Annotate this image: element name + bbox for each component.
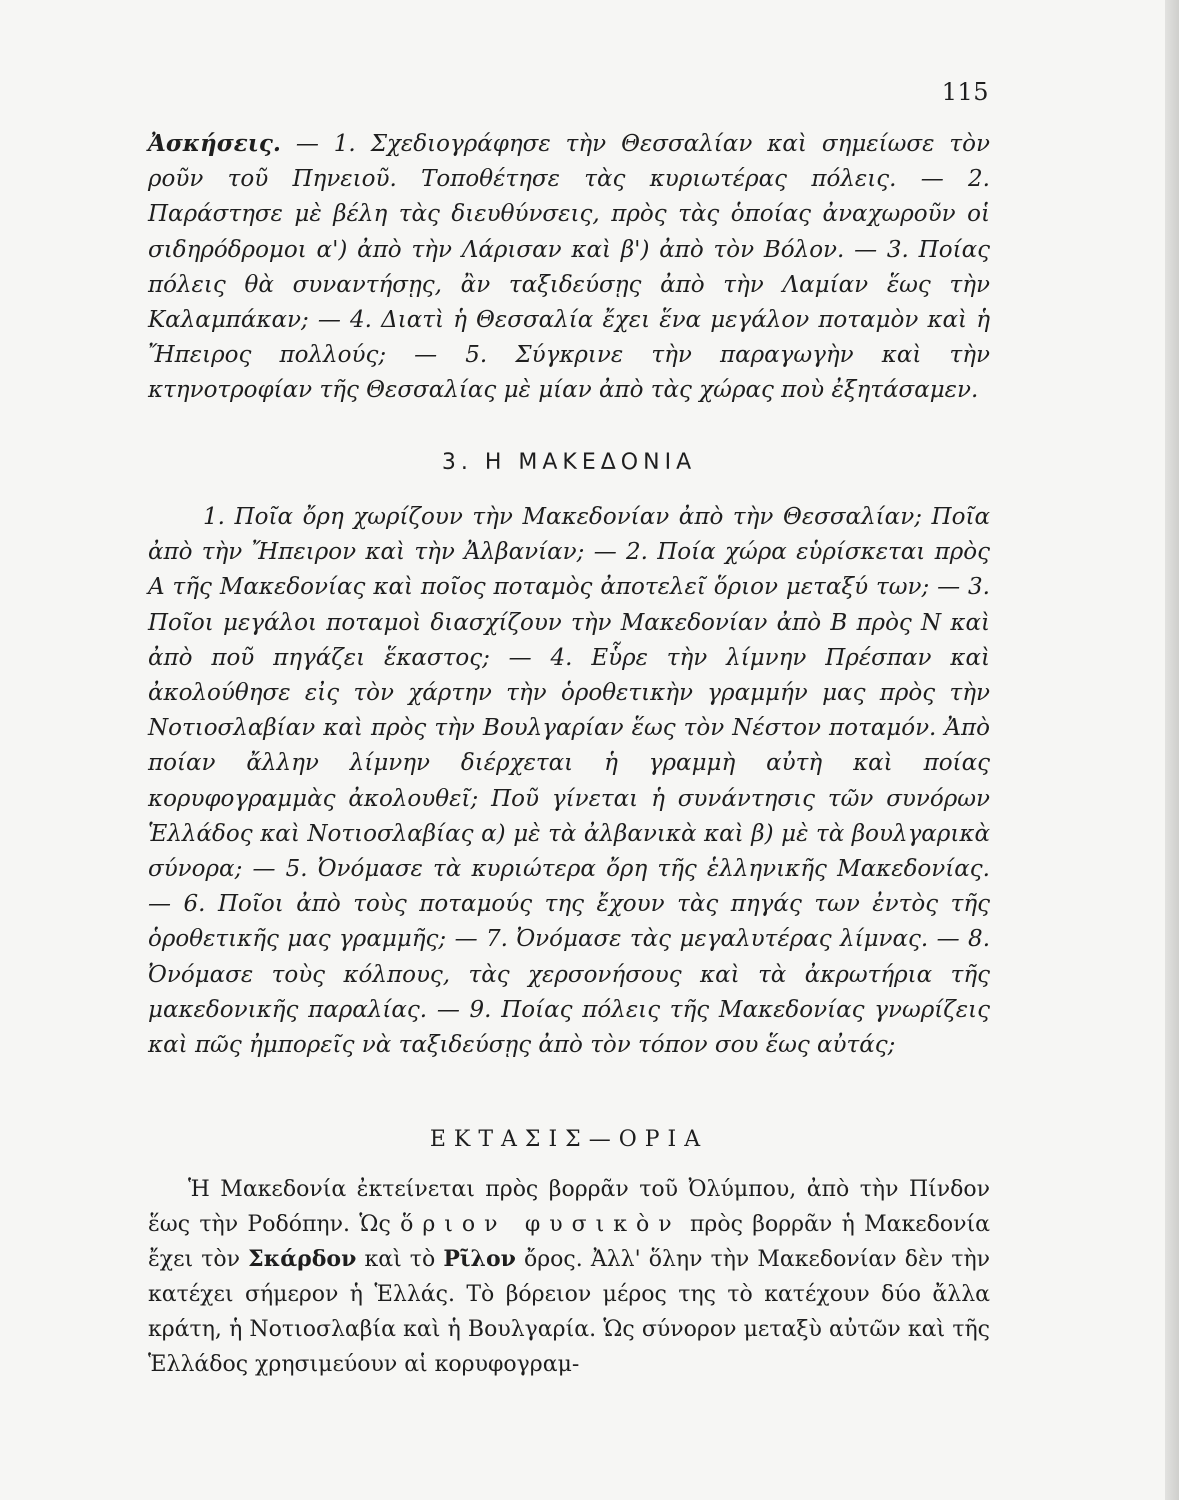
body-paragraph	[148, 1172, 990, 1382]
body-spaced-term: ὅριον φυσικὸν	[400, 1212, 681, 1237]
exercises-paragraph	[148, 126, 990, 409]
exercises-text: — 1. Σχεδιογράφησε τὴν Θεσσαλίαν καὶ σημείωσε τὸν ροῦν τοῦ Πηνειοῦ. Τοποθέτησε τὰς κυριωτέρας πόλεις. — 2. Παράστησε μὲ βέλη τὰς διευθύνσεις, πρὸς τὰς ὁποίας ἀναχωροῦν οἱ σιδηρόδρομοι α') ἀπὸ τὴν Λάρισαν καὶ β') ἀπὸ τὸν Βόλον. — 3. Ποίας πόλεις θὰ συναντήσῃς, ἂν ταξιδεύσῃς ἀπὸ τὴν Λαμίαν ἕως τὴν Καλαμπάκαν; — 4. Διατὶ ἡ Θεσσαλία ἔχει ἕνα μεγάλον ποταμὸν καὶ ἡ Ἤπειρος πολλούς; — 5. Σύγκρινε τὴν παραγωγὴν καὶ τὴν κτηνοτροφίαν τῆς Θεσσαλίας μὲ μίαν ἀπὸ τὰς χώρας ποὺ ἐξητάσαμεν.	[148, 131, 990, 404]
questions-paragraph	[148, 500, 990, 1063]
body-part3: καὶ τὸ	[356, 1247, 444, 1272]
body-part4: ὄρος. Ἀλλ' ὅλην τὴν Μακεδονίαν δὲν τὴν κατέχει σήμερον ἡ Ἑλλάς. Τὸ βόρειον μέρος της τὸ κατέχουν δύο ἄλλα κράτη, ἡ Νοτιοσλαβία καὶ ἡ Βουλγαρία. Ὡς σύνορον μεταξὺ αὐτῶν καὶ τῆς Ἑλλάδος χρησιμεύουν αἱ κορυφογραμ-	[148, 1247, 991, 1377]
body-part2: πρὸς βορρᾶν ἡ Μακεδονία ἔχει τὸν	[148, 1212, 990, 1272]
page-edge-shadow	[1165, 0, 1179, 1500]
body-part1: Ἡ Μακεδονία ἐκτείνεται πρὸς βορρᾶν τοῦ Ὀλύμπου, ἀπὸ τὴν Πίνδον ἕως τὴν Ροδόπην. Ὡς	[148, 1177, 990, 1237]
page-number: 115	[941, 78, 989, 106]
body-bold-skardos: Σκάρδον	[248, 1246, 357, 1272]
questions-text: 1. Ποῖα ὄρη χωρίζουν τὴν Μακεδονίαν ἀπὸ τὴν Θεσσαλίαν; Ποῖα ἀπὸ τὴν Ἤπειρον καὶ τὴν Ἀλβανίαν; — 2. Ποία χώρα εὑρίσκεται πρὸς Α τῆς Μακεδονίας καὶ ποῖος ποταμὸς ἀποτελεῖ ὅριον μεταξύ των; — 3. Ποῖοι μεγάλοι ποταμοὶ διασχίζουν τὴν Μακεδονίαν ἀπὸ Β πρὸς Ν καὶ ἀπὸ ποῦ πηγάζει ἕκαστος; — 4. Εὗρε τὴν λίμνην Πρέσπαν καὶ ἀκολούθησε εἰς τὸν χάρτην τὴν ὁροθετικὴν γραμμήν μας πρὸς τὴν Νοτιοσλαβίαν καὶ πρὸς τὴν Βουλγαρίαν ἕως τὸν Νέστον ποταμόν. Ἀπὸ ποίαν ἄλλην λίμνην διέρχεται ἡ γραμμὴ αὐτὴ καὶ ποίας κορυφογραμμὰς ἀκολουθεῖ; Ποῦ γίνεται ἡ συνάντησις τῶν συνόρων Ἑλλάδος καὶ Νοτιοσλαβίας α) μὲ τὰ ἀλβανικὰ καὶ β) μὲ τὰ βουλγαρικὰ σύνορα; — 5. Ὀνόμασε τὰ κυριώτερα ὄρη τῆς ἑλληνικῆς Μακεδονίας. — 6. Ποῖοι ἀπὸ τοὺς ποταμούς της ἔχουν τὰς πηγάς των ἐντὸς τῆς ὁροθετικῆς μας γραμμῆς; — 7. Ὀνόμασε τὰς μεγαλυτέρας λίμνας. — 8. Ὀνόμασε τοὺς κόλπους, τὰς χερσονήσους καὶ τὰ ἀκρωτήρια τῆς μακεδονικῆς παραλίας. — 9. Ποίας πόλεις τῆς Μακεδονίας γνωρίζεις καὶ πῶς ἠμπορεῖς νὰ ταξιδεύσῃς ἀπὸ τὸν τόπον σου ἕως αὐτάς;	[148, 504, 990, 1059]
section-heading: 3. Η ΜΑΚΕΔΟΝΙΑ	[441, 450, 697, 475]
body-bold-rilon: Ρῖλον	[443, 1246, 516, 1272]
sub-heading: ΕΚΤΑΣΙΣ—ΟΡΙΑ	[429, 1127, 709, 1152]
exercises-lead: Ἀσκήσεις.	[148, 130, 281, 157]
